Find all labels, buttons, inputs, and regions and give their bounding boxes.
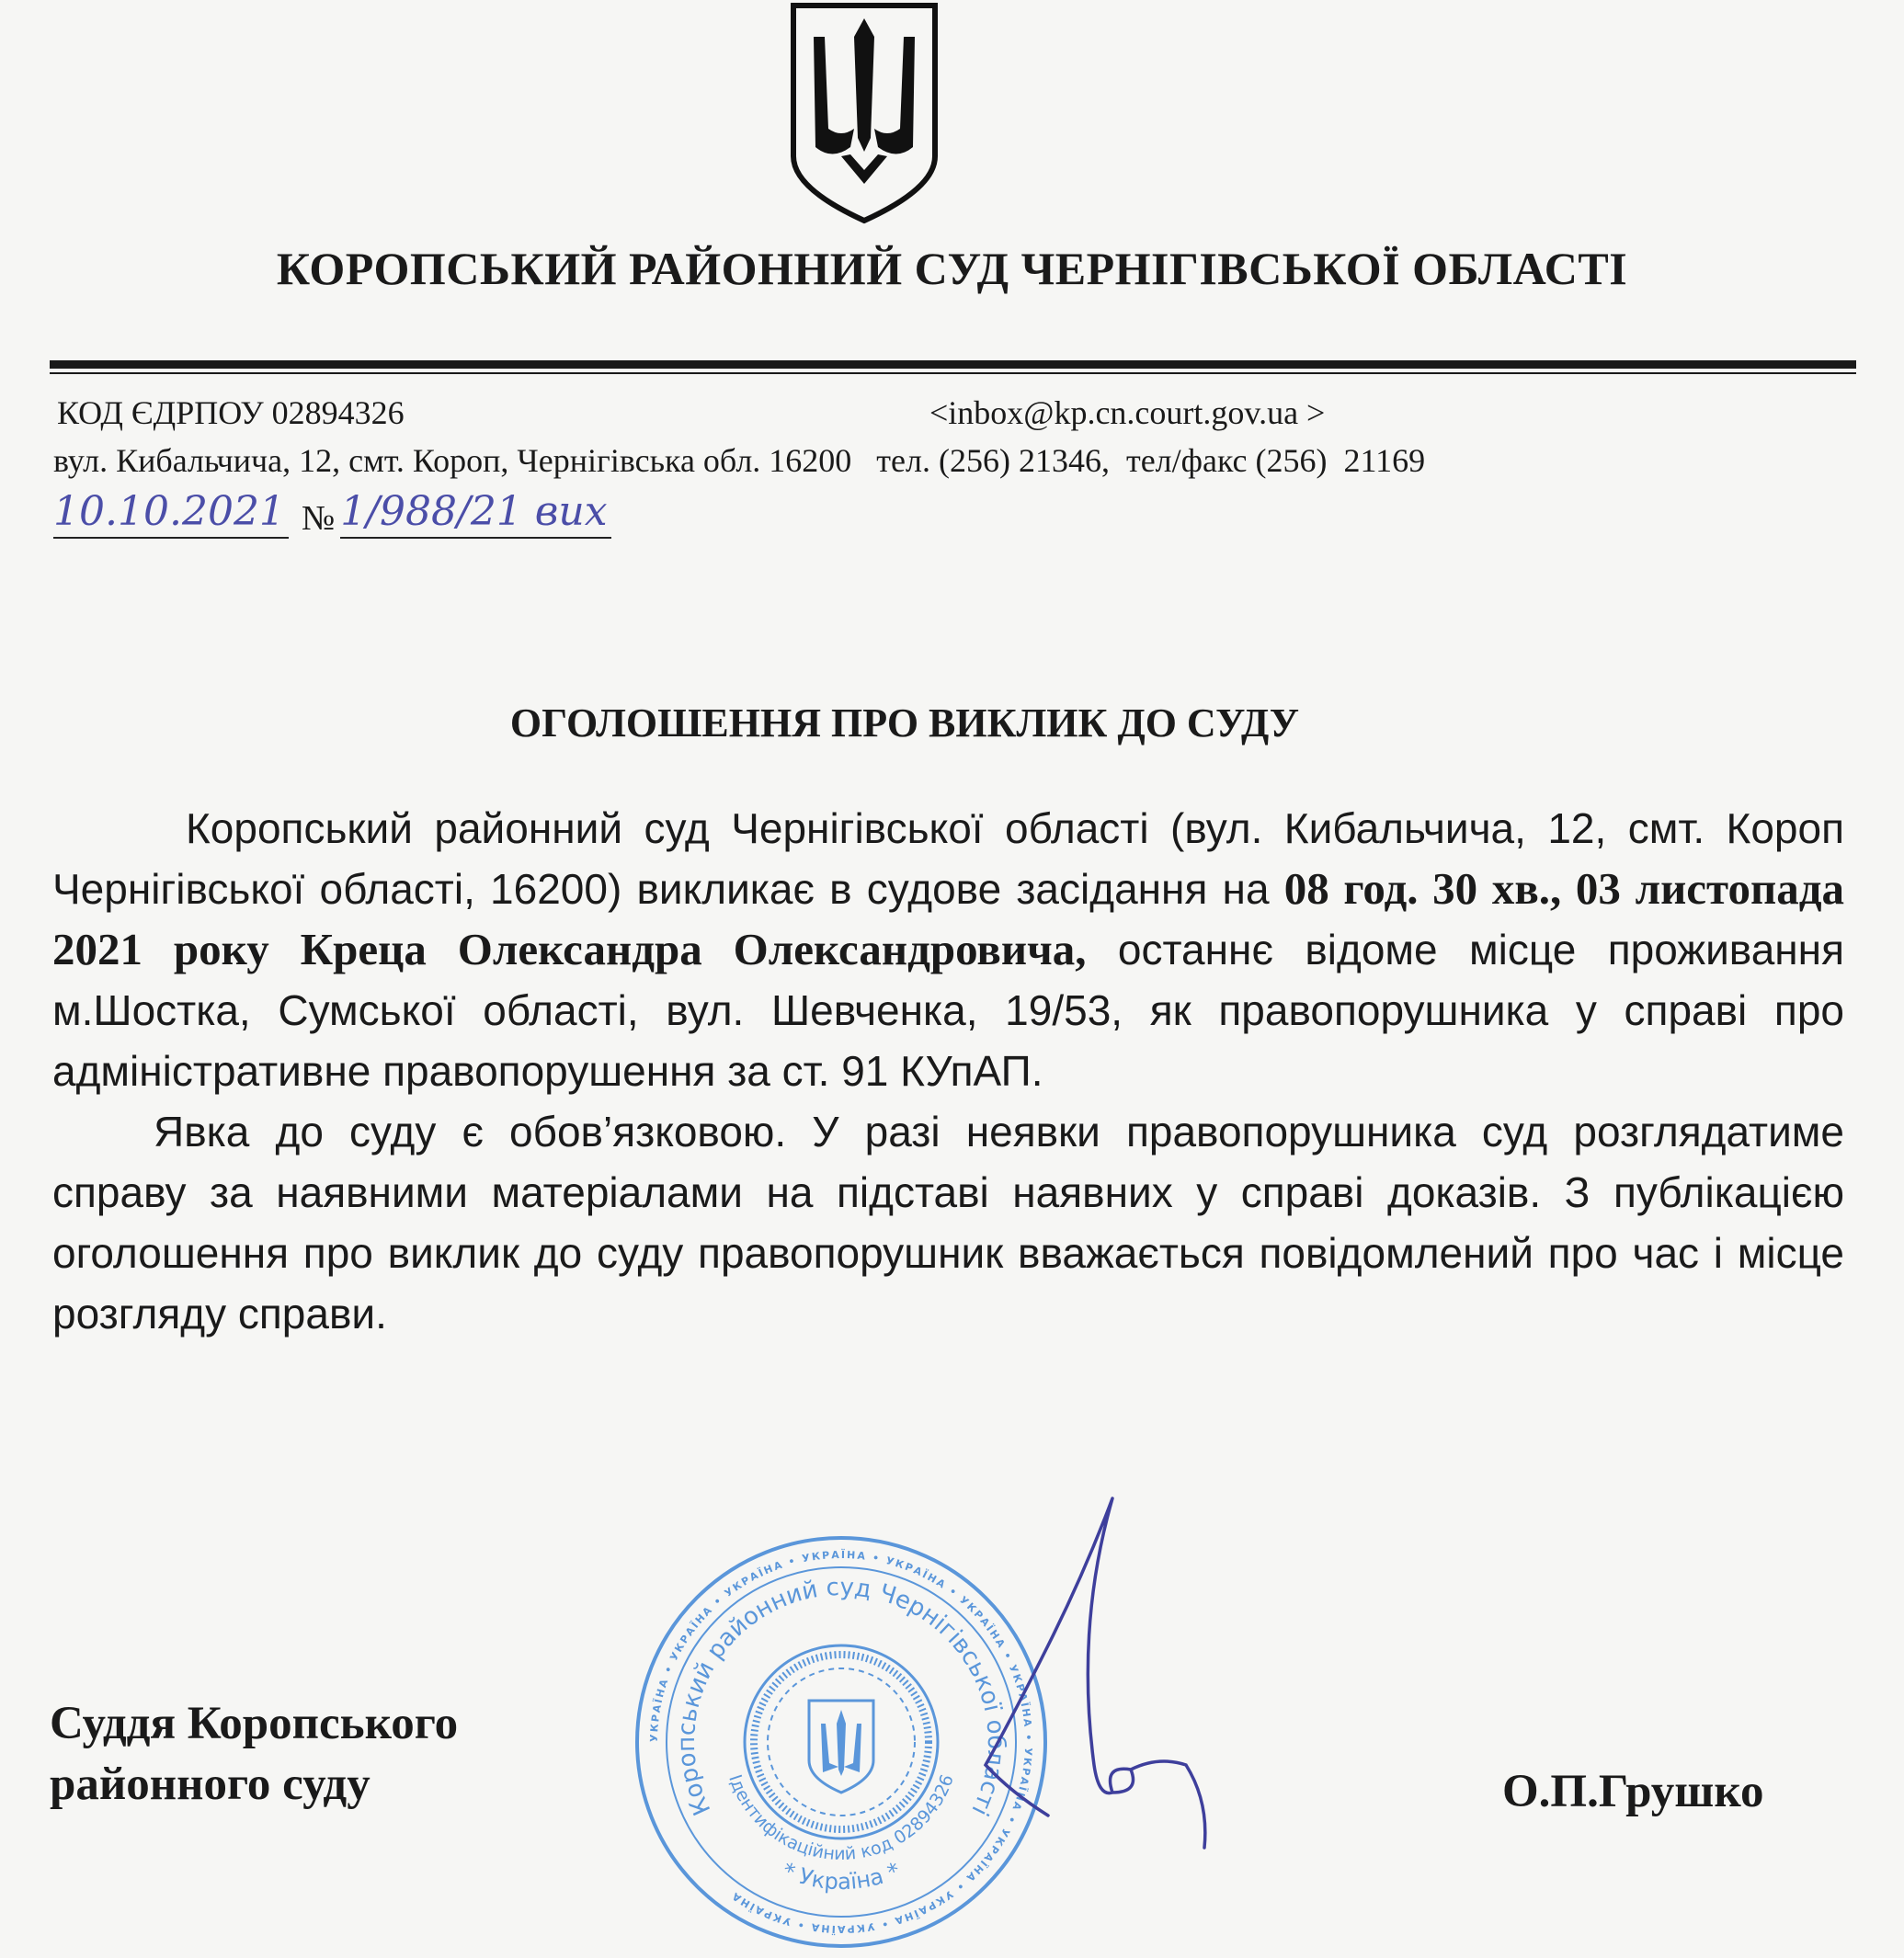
header-divider: [50, 360, 1856, 369]
edrpou-code: КОД ЄДРПОУ 02894326: [57, 394, 405, 431]
svg-text:Ідентифікаційний код 02894326: [724, 1771, 958, 1863]
stamp-ring-text: УКРАЇНА • УКРАЇНА • УКРАЇНА • УКРАЇНА • УКРАЇНА • УКРАЇНА • УКРАЇНА • УКРАЇНА • УКРАЇНА • УКРАЇНА • УКРАЇНА • УКРАЇНА: [647, 1548, 1035, 1936]
notice-title: ОГОЛОШЕННЯ ПРО ВИКЛИК ДО СУДУ: [509, 700, 1300, 746]
number-field: [340, 489, 610, 539]
number-sign: №: [301, 499, 336, 538]
handwritten-date: 10.10.2021: [53, 488, 285, 535]
notice-body: [52, 798, 1844, 1344]
notice-text: останнє відоме місце проживання м.Шостка, Сумської області, вул. Шевченка, 19/53, як правопорушника у справі про адміністративне правопорушення за ст. 91 КУпАП.: [52, 926, 1844, 1095]
court-name-heading: КОРОПСЬКИЙ РАЙОННИЙ СУД ЧЕРНІГІВСЬКОЇ ОБЛАСТІ: [276, 243, 1628, 294]
judge-title-line-1: Суддя Коропського: [50, 1698, 459, 1749]
stamp-outer-text: Коропський районний суд Чернігівської області: [672, 1573, 1010, 1820]
judge-title: [50, 1693, 458, 1815]
court-address: вул. Кибальчича, 12, смт. Короп, Чернігівська обл. 16200 тел. (256) 21346, тел/факс (256) 21169: [53, 442, 1426, 479]
svg-text:Коропський районний суд Черніг: [673, 1574, 1009, 1820]
court-email: <inbox@kp.cn.court.gov.ua >: [929, 394, 1326, 431]
outgoing-registration: [53, 487, 611, 539]
judge-name: О.П.Грушко: [1502, 1766, 1764, 1817]
coat-of-arms-trident-icon: [786, 0, 942, 225]
date-field: [53, 489, 289, 539]
hearing-time-and-person: 08 год. 30 хв., 03 листопада 2021 року Креца Олександра Олександровича,: [52, 863, 1844, 974]
header-divider-thin: [50, 372, 1856, 374]
notice-text: Коропський районний суд Чернігівської області (вул. Кибальчича, 12, смт. Короп Чернігівської області, 16200) викликає в судове засідання на: [52, 804, 1844, 913]
stamp-bottom-text: * Україна *: [778, 1857, 905, 1895]
handwritten-number: 1/988/21 вих: [340, 488, 608, 535]
stamp-inner-text: Ідентифікаційний код 02894326: [724, 1771, 958, 1864]
notice-paragraph-1: [52, 798, 1844, 1101]
judge-title-line-2: районного суду: [50, 1759, 371, 1810]
judge-handwritten-signature: [975, 1489, 1214, 1857]
notice-paragraph-2: Явка до суду є обов’язковою. У разі неявки правопорушника суд розглядатиме справу за наявними матеріалами на підставі наявних у справі доказів. З публікацією оголошення про виклик до суду правопорушник вважається повідомлений про час і місце розгляду справи.: [52, 1108, 1844, 1338]
